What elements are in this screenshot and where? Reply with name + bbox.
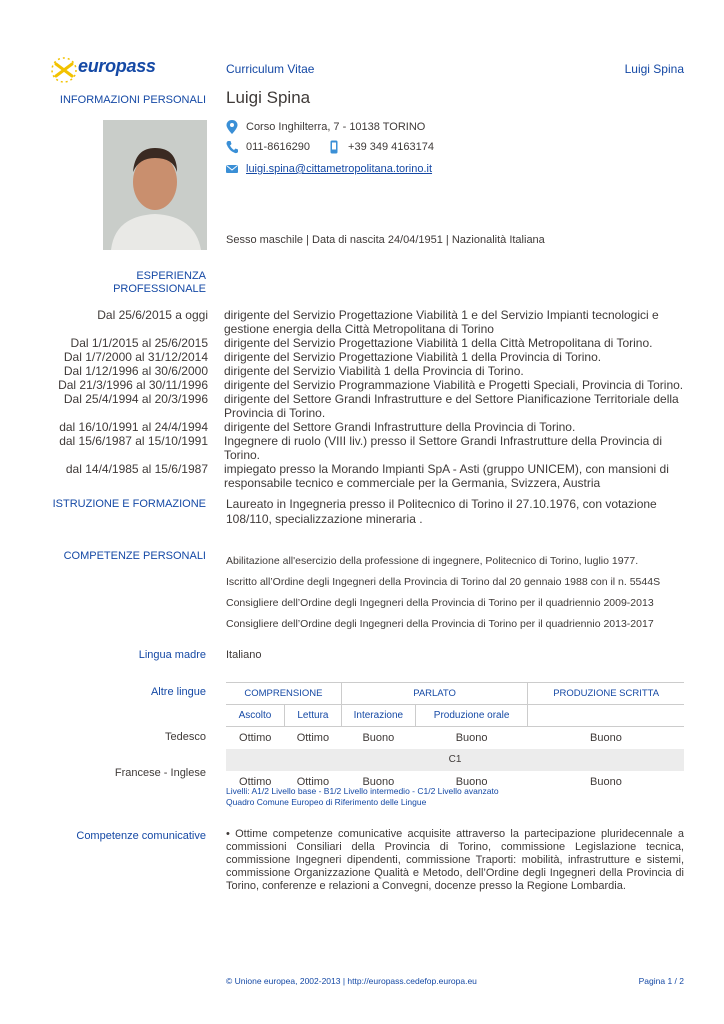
table-cell: Buono xyxy=(590,775,622,788)
table-header-parlato: PARLATO xyxy=(341,683,527,705)
skill-item: Consigliere dell’Ordine degli Ingegneri della Provincia di Torino per il quadriennio 2013-2017 xyxy=(226,618,654,630)
table-subheader-ascolto: Ascolto xyxy=(226,705,284,727)
table-cell: Ottimo xyxy=(239,775,272,788)
list-item xyxy=(0,336,724,350)
footer-copyright[interactable]: © Unione europea, 2002-2013 | http://europass.cedefop.europa.eu xyxy=(226,976,477,986)
experience-desc: impiegato presso la Morando Impianti SpA - Asti (gruppo UNICEM), con mansioni di responsabile tecnico e commerciale per la Germania, Svizzera, Austria xyxy=(224,462,669,490)
phone-icon xyxy=(226,140,238,154)
address-text: Corso Inghilterra, 7 - 10138 TORINO xyxy=(246,121,426,133)
experience-date: dal 15/6/1987 al 15/10/1991 xyxy=(59,434,208,448)
skill-item: Abilitazione all'esercizio della professione di ingegnere, Politecnico di Torino, luglio 1977. xyxy=(226,555,639,567)
experience-date: dal 16/10/1991 al 24/4/1994 xyxy=(59,420,208,434)
skill-item: Consigliere dell’Ordine degli Ingegneri della Provincia di Torino per il quadriennio 2009-2013 xyxy=(226,597,654,609)
table-cell: Buono xyxy=(455,775,488,788)
experience-desc: Ingegnere di ruolo (VIII liv.) presso il Settore Grandi Infrastrutture della Provincia di Torino. xyxy=(224,434,662,462)
table-cell: Ottimo xyxy=(239,731,272,744)
table-subheader-produzione-orale: Produzione orale xyxy=(415,705,527,727)
personal-details: Sesso maschile | Data di nascita 24/04/1951 | Nazionalità Italiana xyxy=(226,234,545,246)
list-item xyxy=(0,462,724,490)
list-item xyxy=(0,378,724,392)
experience-desc: dirigente del Servizio Progettazione Viabilità 1 della Città Metropolitana di Torino. xyxy=(224,336,653,350)
levels-note-line2: Quadro Comune Europeo di Riferimento delle Lingue xyxy=(226,797,427,807)
email-icon xyxy=(226,162,238,176)
table-cell: Ottimo xyxy=(296,731,330,744)
list-item xyxy=(0,364,724,378)
section-label-skills: COMPETENZE PERSONALI xyxy=(63,550,206,562)
table-cell: Ottimo xyxy=(296,775,330,788)
section-label-experience-line2: PROFESSIONALE xyxy=(113,283,206,295)
section-label-experience xyxy=(113,270,206,296)
table-cell: Buono xyxy=(362,775,395,788)
levels-note xyxy=(226,786,499,808)
section-label-personal: INFORMAZIONI PERSONALI xyxy=(59,94,206,106)
section-label-experience-line1: ESPERIENZA xyxy=(136,270,206,282)
experience-desc: dirigente del Settore Grandi Infrastrutture della Provincia di Torino. xyxy=(224,420,576,434)
list-item xyxy=(0,434,724,462)
footer-page-number: Pagina 1 / 2 xyxy=(638,976,684,986)
experience-desc: dirigente del Settore Grandi Infrastrutture e del Settore Pianificazione Territoriale della Provincia di Torino. xyxy=(224,392,679,420)
mobile-text: +39 349 4163174 xyxy=(348,141,434,153)
email-row[interactable] xyxy=(226,162,432,176)
education-text: Laureato in Ingegneria presso il Politecnico di Torino il 27.10.1976, con votazione 108/110, specializzazione mineraria . xyxy=(226,497,657,526)
location-pin-icon xyxy=(226,120,238,134)
header-owner-name: Luigi Spina xyxy=(624,62,684,76)
table-subheader-interazione: Interazione xyxy=(341,705,415,727)
address-row xyxy=(226,120,425,134)
email-link[interactable]: luigi.spina@cittametropolitana.torino.it xyxy=(246,163,433,175)
table-header-comprensione: COMPRENSIONE xyxy=(226,683,341,705)
table-cell: Buono xyxy=(590,731,622,744)
mother-tongue-value: Italiano xyxy=(226,649,262,661)
level-cell: C1 xyxy=(226,749,684,771)
list-item xyxy=(0,350,724,364)
phone-row xyxy=(226,140,434,154)
language-name: Francese - Inglese xyxy=(114,767,206,779)
table-cell: Buono xyxy=(455,731,488,744)
document-title: Curriculum Vitae xyxy=(226,62,315,76)
mother-tongue-label: Lingua madre xyxy=(138,649,206,661)
europass-logo-text: europass xyxy=(78,56,156,76)
section-label-education: ISTRUZIONE E FORMAZIONE xyxy=(52,498,206,510)
list-item xyxy=(0,308,724,336)
experience-date: Dal 1/1/2015 al 25/6/2015 xyxy=(70,336,208,350)
table-subheader-lettura: Lettura xyxy=(284,705,341,727)
table-header-produzione-scritta: PRODUZIONE SCRITTA xyxy=(528,683,684,705)
experience-date: Dal 1/7/2000 al 31/12/2014 xyxy=(63,350,208,364)
levels-note-line1: Livelli: A1/2 Livello base - B1/2 Livello intermedio - C1/2 Livello avanzato xyxy=(226,786,499,796)
table-cell: Buono xyxy=(362,731,395,744)
table-row xyxy=(226,727,684,749)
experience-list xyxy=(0,308,724,490)
communicative-label: Competenze comunicative xyxy=(76,830,206,842)
experience-desc: dirigente del Servizio Viabilità 1 della Provincia di Torino. xyxy=(224,364,524,378)
experience-desc: dirigente del Servizio Progettazione Viabilità 1 e del Servizio Impianti tecnologici e gestione energia della Città Metropolitana di Torino xyxy=(224,308,659,336)
language-name: Tedesco xyxy=(165,731,206,743)
list-item xyxy=(0,420,724,434)
table-row-level xyxy=(226,749,684,771)
person-name: Luigi Spina xyxy=(226,88,311,107)
experience-desc: dirigente del Servizio Programmazione Viabilità e Progetti Speciali, Provincia di Torino. xyxy=(224,378,684,392)
experience-desc: dirigente del Servizio Progettazione Viabilità 1 della Provincia di Torino. xyxy=(224,350,602,364)
communicative-text: • Ottime competenze comunicative acquisite attraverso la partecipazione pluridecennale a commissioni Consiliari della Provincia di Torino, commissione Legislazione tecnica, commissione Ingegneri dipendenti, commissione Traporti: mobilità, infrastrutture e sistemi, commissione Organizzazione Qualità e Metodo, dell’Ordine degli Ingegneri della Provincia di Torino, conferenze e relazioni a Convegni, docenze presso la Regione Lombardia. xyxy=(226,828,684,892)
list-item xyxy=(0,392,724,420)
experience-date: dal 14/4/1985 al 15/6/1987 xyxy=(65,462,208,476)
mobile-icon xyxy=(328,140,340,154)
table-subheader-empty xyxy=(528,705,684,727)
experience-date: Dal 21/3/1996 al 30/11/1996 xyxy=(58,378,208,392)
experience-date: Dal 25/4/1994 al 20/3/1996 xyxy=(63,392,208,406)
experience-date: Dal 25/6/2015 a oggi xyxy=(97,308,208,322)
experience-date: Dal 1/12/1996 al 30/6/2000 xyxy=(63,364,208,378)
language-table xyxy=(226,682,684,793)
other-languages-label: Altre lingue xyxy=(150,686,206,698)
phone-text: 011-8616290 xyxy=(246,141,311,153)
profile-photo xyxy=(103,120,207,250)
skill-item: Iscritto all’Ordine degli Ingegneri della Provincia di Torino dal 20 gennaio 1988 con il n. 5544S xyxy=(226,576,661,588)
